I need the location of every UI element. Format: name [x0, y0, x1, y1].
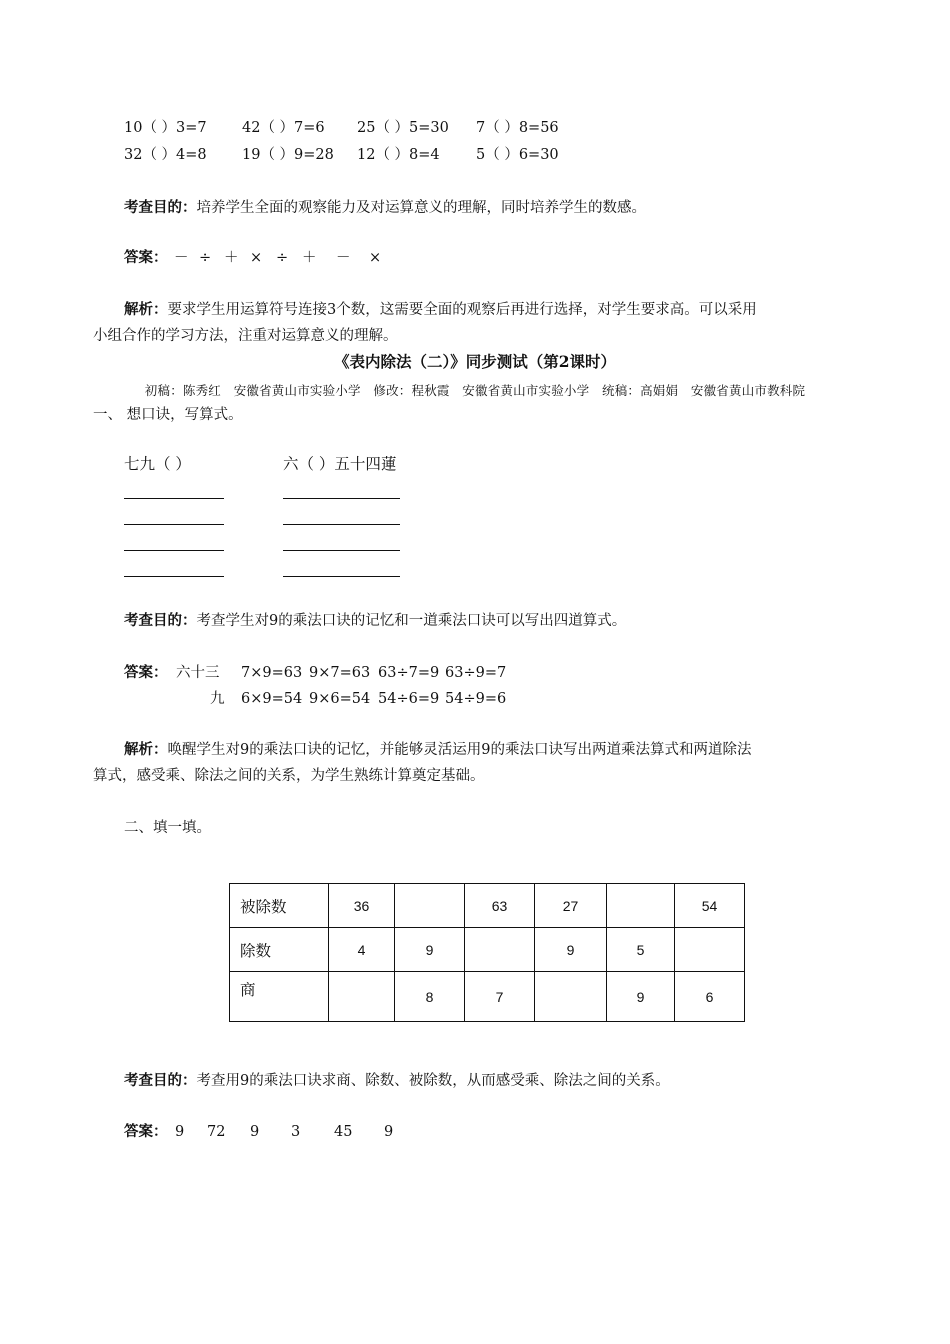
- answer-label-text: 答案：: [124, 1123, 168, 1140]
- analysis-label: 解析：: [124, 741, 168, 758]
- answer-blank-left-1[interactable]: [124, 498, 224, 499]
- answer-symbol: －: [174, 250, 189, 266]
- exercise-item: 19（ ）9=28: [242, 147, 334, 163]
- row-label-divisor: 除数: [230, 928, 329, 972]
- answer-item: 9×6=54: [309, 691, 371, 707]
- answer-item: 63÷7=9: [378, 665, 440, 681]
- answer-symbol: ＋: [224, 250, 239, 266]
- answer-item: 7×9=63: [241, 665, 303, 681]
- exercise-item: 5（ ）6=30: [476, 147, 559, 163]
- analysis-text: 要求学生用运算符号连接3个数，这需要全面的观察后再进行选择，对学生要求高。可以采用: [167, 302, 757, 318]
- answer-blank-left-4[interactable]: [124, 576, 224, 577]
- answer-blank-left-2[interactable]: [124, 524, 224, 525]
- table-cell: 5: [607, 928, 675, 972]
- answer-item: 9: [175, 1124, 185, 1140]
- analysis-paragraph: [124, 740, 751, 760]
- answer-item: 54÷9=6: [445, 691, 507, 707]
- table-cell[interactable]: [395, 884, 465, 928]
- table-cell: 9: [607, 972, 675, 1022]
- table-cell: 6: [675, 972, 745, 1022]
- table-cell: 9: [395, 928, 465, 972]
- table-cell: 36: [329, 884, 395, 928]
- answer-item: 九: [210, 691, 225, 707]
- table-cell: 54: [675, 884, 745, 928]
- answer-symbol: ×: [250, 250, 263, 266]
- answer-item: 54÷6=9: [378, 691, 440, 707]
- purpose-paragraph: [124, 198, 646, 218]
- table-cell: 63: [465, 884, 535, 928]
- prompt-right: [283, 454, 396, 474]
- purpose-label: 考查目的：: [124, 612, 197, 629]
- answer-item: 72: [207, 1124, 226, 1140]
- analysis-label: 解析：: [124, 301, 168, 318]
- prompt-right-text: 六（ ）五十四: [283, 455, 381, 473]
- table-cell[interactable]: [535, 972, 607, 1022]
- answer-blank-right-2[interactable]: [283, 524, 400, 525]
- answer-item: 45: [334, 1124, 353, 1140]
- credits-line: 初稿：陈秀红 安徽省黄山市实验小学 修改：程秋霞 安徽省黄山市实验小学 统稿：高娟娟 安徽省黄山市教科院: [144, 383, 806, 398]
- answer-item: 9: [250, 1124, 260, 1140]
- table-row: [230, 972, 745, 1022]
- purpose-paragraph: [124, 1071, 670, 1091]
- purpose-paragraph: [124, 611, 626, 631]
- section-2-heading: 二、填一填。: [124, 820, 211, 836]
- answer-symbol: ÷: [199, 250, 212, 266]
- prompt-right-tail: 蓮: [380, 455, 397, 473]
- exercise-item: 32（ ）4=8: [124, 147, 207, 163]
- table-cell: 7: [465, 972, 535, 1022]
- table-cell[interactable]: [329, 972, 395, 1022]
- purpose-text: 培养学生全面的观察能力及对运算意义的理解，同时培养学生的数感。: [196, 200, 646, 216]
- exercise-item: 25（ ）5=30: [357, 120, 449, 136]
- answer-label: [124, 663, 168, 683]
- answer-paragraph: [124, 248, 168, 268]
- table-cell[interactable]: [607, 884, 675, 928]
- table-row: [230, 884, 745, 928]
- table-cell: 27: [535, 884, 607, 928]
- analysis-text: 唤醒学生对9的乘法口诀的记忆，并能够灵活运用9的乘法口诀写出两道乘法算式和两道除法: [167, 742, 752, 758]
- exercise-item: 10（ ）3=7: [124, 120, 207, 136]
- table-cell: 8: [395, 972, 465, 1022]
- answer-item: 63÷9=7: [445, 665, 507, 681]
- exercise-item: 12（ ）8=4: [357, 147, 440, 163]
- analysis-text-continued: 算式，感受乘、除法之间的关系，为学生熟练计算奠定基础。: [93, 768, 485, 784]
- answer-item: 六十三: [176, 665, 220, 681]
- table-cell: 4: [329, 928, 395, 972]
- division-table: [229, 883, 745, 1022]
- answer-item: 9×7=63: [309, 665, 371, 681]
- answer-blank-right-1[interactable]: [283, 498, 400, 499]
- answer-blank-right-3[interactable]: [283, 550, 400, 551]
- answer-blank-left-3[interactable]: [124, 550, 224, 551]
- section-1-heading: 一、 想口诀，写算式。: [93, 407, 243, 423]
- page-title: 《表内除法（二）》同步测试（第2课时）: [333, 352, 617, 371]
- table-cell[interactable]: [465, 928, 535, 972]
- purpose-text: 考查用9的乘法口诀求商、除数、被除数，从而感受乘、除法之间的关系。: [196, 1073, 670, 1089]
- answer-label: [124, 1122, 168, 1142]
- prompt-left: 七九（ ）: [124, 455, 191, 473]
- answer-blank-right-4[interactable]: [283, 576, 400, 577]
- table-cell[interactable]: [675, 928, 745, 972]
- table-cell: 9: [535, 928, 607, 972]
- purpose-label: 考查目的：: [124, 1072, 197, 1089]
- exercise-item: 7（ ）8=56: [476, 120, 559, 136]
- answer-symbol: ÷: [276, 250, 289, 266]
- answer-item: 9: [384, 1124, 394, 1140]
- table-row: [230, 928, 745, 972]
- purpose-label: 考查目的：: [124, 199, 197, 216]
- analysis-paragraph: [124, 300, 757, 320]
- row-label-quotient: 商: [230, 972, 329, 1022]
- answer-symbol: －: [336, 250, 351, 266]
- answer-label: 答案：: [124, 249, 168, 266]
- exercise-item: 42（ ）7=6: [242, 120, 325, 136]
- answer-item: 3: [291, 1124, 301, 1140]
- answer-item: 6×9=54: [241, 691, 303, 707]
- row-label-dividend: 被除数: [230, 884, 329, 928]
- purpose-text: 考查学生对9的乘法口诀的记忆和一道乘法口诀可以写出四道算式。: [196, 613, 627, 629]
- answer-label-text: 答案：: [124, 664, 168, 681]
- answer-symbol: ＋: [302, 250, 317, 266]
- answer-symbol: ×: [369, 250, 382, 266]
- analysis-text-continued: 小组合作的学习方法，注重对运算意义的理解。: [93, 328, 398, 344]
